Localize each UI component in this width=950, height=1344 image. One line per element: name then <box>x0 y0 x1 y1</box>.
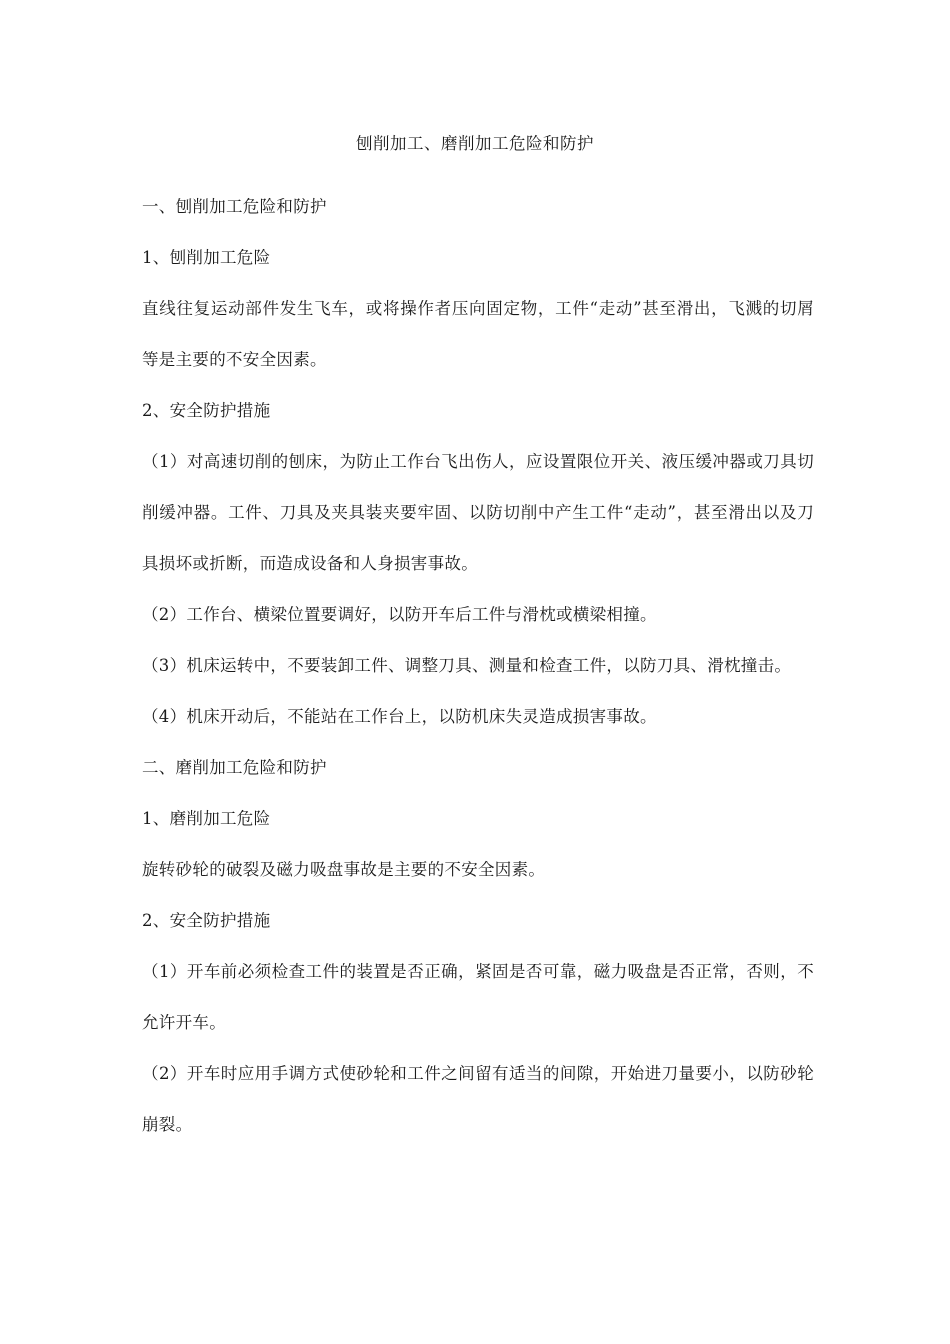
paragraph-planing-measure-2: （2）工作台、横梁位置要调好，以防开车后工件与滑枕或横梁相撞。 <box>142 605 657 624</box>
subheading-planing-measures: 2、安全防护措施 <box>142 401 271 420</box>
paragraph-grinding-measure-2: （2）开车时应用手调方式使砂轮和工件之间留有适当的间隙，开始进刀量要小，以防砂轮崩裂。 <box>142 1064 814 1134</box>
paragraph-planing-measure-3: （3）机床运转中，不要装卸工件、调整刀具、测量和检查工件，以防刀具、滑枕撞击。 <box>142 656 792 675</box>
document-body <box>142 181 814 1150</box>
paragraph-grinding-hazards: 旋转砂轮的破裂及磁力吸盘事故是主要的不安全因素。 <box>142 860 546 879</box>
subheading-grinding-hazards: 1、磨削加工危险 <box>142 809 271 828</box>
section-heading-planing: 一、刨削加工危险和防护 <box>142 197 327 216</box>
section-heading-grinding: 二、磨削加工危险和防护 <box>142 758 327 777</box>
paragraph-planing-measure-1: （1）对高速切削的刨床，为防止工作台飞出伤人，应设置限位开关、液压缓冲器或刀具切削缓冲器。工件、刀具及夹具装夹要牢固、以防切削中产生工件“走动”，甚至滑出以及刀具损坏或折断，而造成设备和人身损害事故。 <box>142 452 814 573</box>
paragraph-planing-measure-4: （4）机床开动后，不能站在工作台上，以防机床失灵造成损害事故。 <box>142 707 657 726</box>
paragraph-planing-hazards: 直线往复运动部件发生飞车，或将操作者压向固定物，工件“走动”甚至滑出，飞溅的切屑等是主要的不安全因素。 <box>142 299 814 369</box>
subheading-planing-hazards: 1、刨削加工危险 <box>142 248 271 267</box>
subheading-grinding-measures: 2、安全防护措施 <box>142 911 271 930</box>
paragraph-grinding-measure-1: （1）开车前必须检查工件的装置是否正确，紧固是否可靠，磁力吸盘是否正常，否则，不允许开车。 <box>142 962 814 1032</box>
document-title: 刨削加工、磨削加工危险和防护 <box>356 134 594 153</box>
